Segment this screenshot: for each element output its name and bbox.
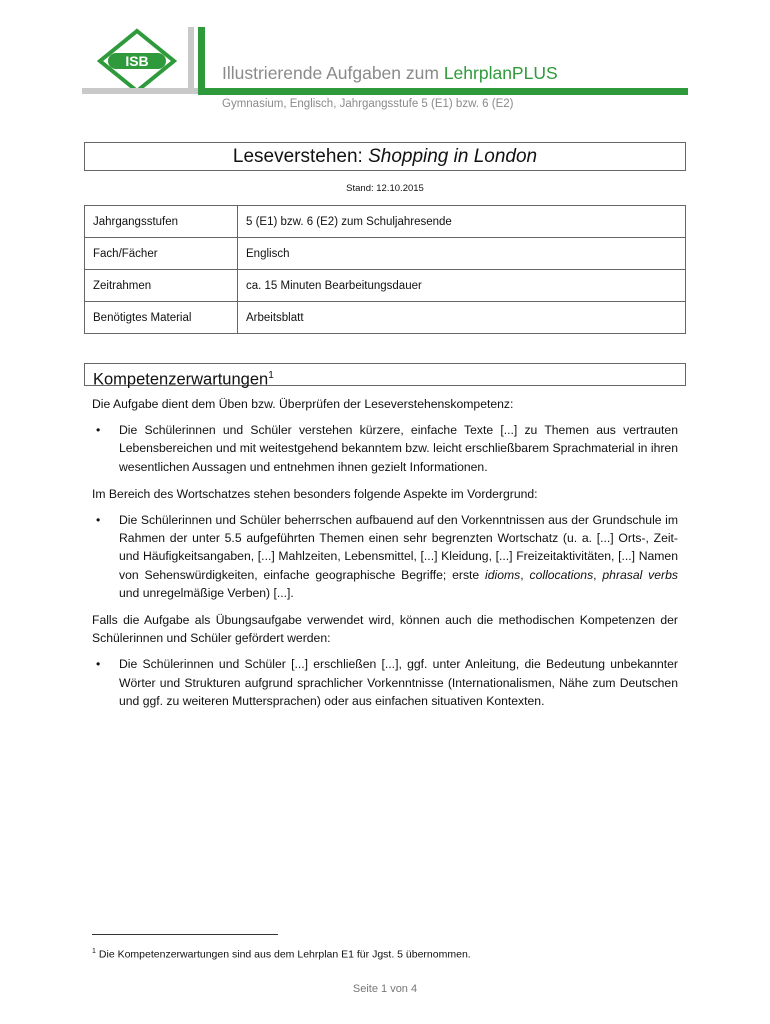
header-grey-vertical-bar [188, 27, 194, 94]
table-key: Jahrgangsstufen [85, 206, 238, 238]
table-value: Arbeitsblatt [238, 302, 686, 334]
section-heading [84, 363, 686, 389]
header-green-horizontal-bar [198, 88, 688, 95]
table-row [85, 206, 686, 238]
bullet-list-3 [92, 655, 678, 710]
bullet-icon: • [96, 423, 101, 438]
intro-paragraph-3: Falls die Aufgabe als Übungsaufgabe verwendet wird, können auch die methodischen Kompetenzen der Schülerinnen und Schüler gefördert werden: [92, 613, 678, 646]
table-row [85, 238, 686, 270]
isb-logo [82, 27, 192, 93]
document-title [84, 142, 686, 171]
list-item [92, 421, 678, 476]
header-green-vertical-bar [198, 27, 205, 95]
page-number: Seite 1 von 4 [352, 983, 418, 995]
footnote-text: Die Kompetenzerwartungen sind aus dem Lehrplan E1 für Jgst. 5 übernommen. [98, 948, 471, 961]
header-title-accent: LehrplanPLUS [443, 63, 558, 83]
list-item [92, 511, 678, 602]
bullet-list-2 [92, 511, 678, 602]
table-value: 5 (E1) bzw. 6 (E2) zum Schuljahresende [238, 206, 686, 238]
table-key: Zeitrahmen [85, 270, 238, 302]
header-grey-horizontal-bar [82, 88, 200, 94]
stand-date: Stand: 12.10.2015 [346, 183, 424, 194]
bullet-term-phrasal-verbs: phrasal verbs [602, 567, 678, 582]
bullet-term-collocations: collocations [529, 567, 594, 582]
list-item [92, 655, 678, 710]
header-subtitle: Gymnasium, Englisch, Jahrgangsstufe 5 (E1) bzw. 6 (E2) [222, 98, 514, 110]
header-title-prefix: Illustrierende Aufgaben zum [222, 63, 444, 83]
intro-paragraph-2: Im Bereich des Wortschatzes stehen besonders folgende Aspekte im Vordergrund: [92, 486, 538, 501]
bullet-icon: • [96, 657, 101, 672]
intro-paragraph-1: Die Aufgabe dient dem Üben bzw. Überprüfen der Leseverstehenskompetenz: [92, 397, 514, 411]
bullet-text: Die Schülerinnen und Schüler verstehen kürzere, einfache Texte [...] zu Themen aus vertrauten Lebensbereichen und mit weitestgehend bekanntem bzw. leicht erschließbarem Sprachmaterial in ihren wesentlichen Aussagen und entnehmen ihnen gezielt Informationen. [119, 423, 678, 474]
bullet-separator: , [593, 567, 603, 582]
section-heading-text: Kompetenzerwartungen [93, 370, 269, 389]
isb-logo-graphic [82, 27, 192, 93]
document-title-italic: Shopping in London [368, 146, 538, 167]
section-body [92, 395, 678, 719]
document-title-plain: Leseverstehen: [232, 146, 369, 167]
bullet-list-1 [92, 421, 678, 476]
table-value: Englisch [238, 238, 686, 270]
table-key: Benötigtes Material [85, 302, 238, 334]
bullet-term-idioms: idioms [485, 567, 521, 582]
bullet-text-part: Die Schülerinnen und Schüler beherrschen aufbauend auf den Vorkenntnissen aus der Grundschule im Rahmen der unter 5.5 aufgeführten Themen einen sehr begrenzten Wortschatz (u. a. [...] Orts-, Zeit- und Häufigkeitsangaben, [...] Mahlzeiten, Lebensmittel, [...] Kleidung, [...] Freizeitaktivitäten, [...] Namen von Sehenswürdigkeiten, einfache geographische Begriffe; erste [119, 513, 678, 582]
bullet-text: Die Schülerinnen und Schüler [...] erschließen [...], ggf. unter Anleitung, die Bedeutung unbekannter Wörter und Strukturen aufgrund sprachlicher Vorkenntnisse (Internationalismen, Nähe zum Deutschen und ggf. zu weiteren Muttersprachen) oder aus einfachen situativen Kontexten. [119, 657, 678, 708]
table-row [85, 302, 686, 334]
footnote-mark: 1 [92, 948, 96, 955]
table-value: ca. 15 Minuten Bearbeitungsdauer [238, 270, 686, 302]
header-title [222, 63, 558, 84]
logo-text: ISB [125, 53, 149, 69]
bullet-separator: , [520, 567, 530, 582]
footnote-divider [92, 934, 278, 935]
footnote [92, 948, 471, 961]
info-table [84, 205, 686, 334]
bullet-text-part: und unregelmäßige Verben) [...]. [119, 585, 294, 600]
table-key: Fach/Fächer [85, 238, 238, 270]
footnote-reference[interactable]: 1 [268, 370, 274, 381]
table-row [85, 270, 686, 302]
bullet-icon: • [96, 513, 101, 528]
